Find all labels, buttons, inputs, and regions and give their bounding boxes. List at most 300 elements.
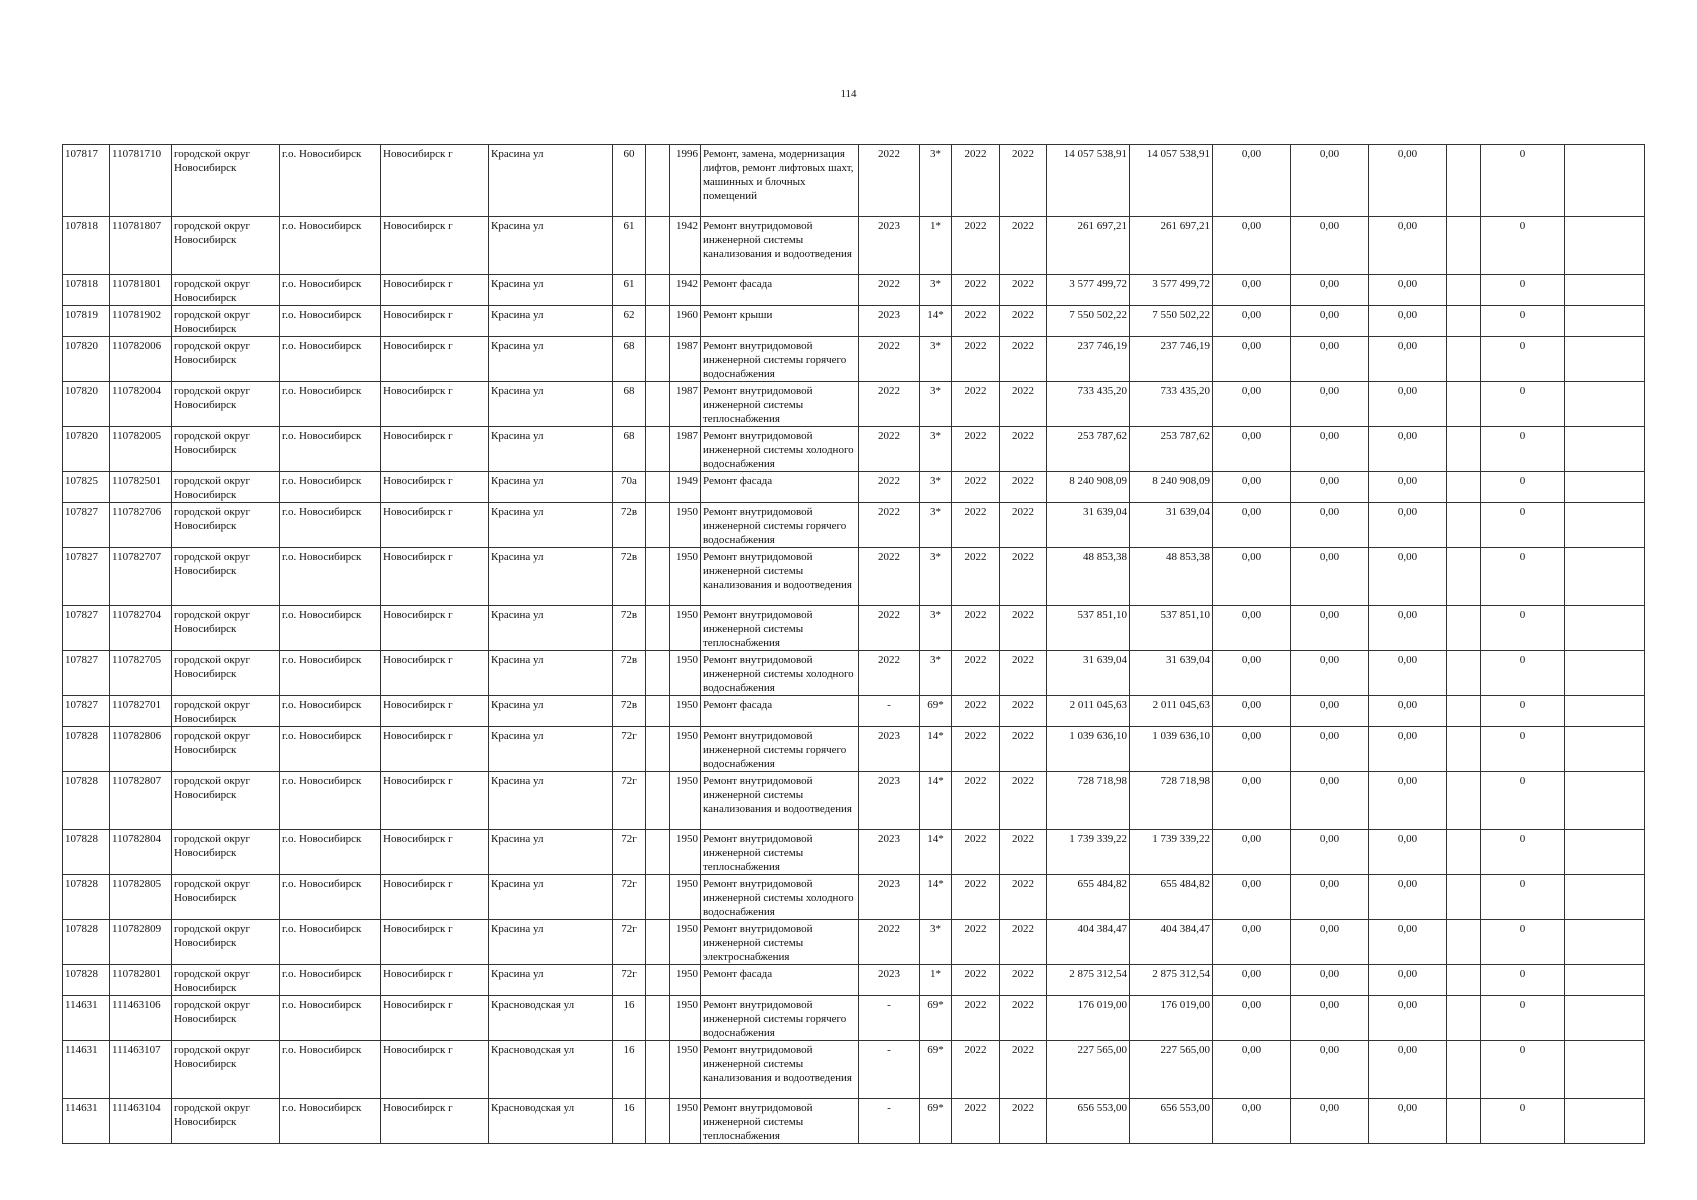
cell-house-id: 107827 bbox=[63, 606, 110, 651]
cell-house-number: 70а bbox=[613, 472, 646, 503]
cell-work-type: Ремонт внутридомовой инженерной системы теплоснабжения bbox=[701, 606, 859, 651]
cell-work-id: 110782804 bbox=[110, 830, 172, 875]
cell-city: Новосибирск г bbox=[381, 217, 489, 275]
table-row bbox=[63, 651, 1645, 696]
cell-city: Новосибирск г bbox=[381, 920, 489, 965]
cell-extra bbox=[1447, 145, 1481, 217]
cell-local-funds: 0,00 bbox=[1369, 337, 1447, 382]
cell-note bbox=[1565, 427, 1645, 472]
cell-municipality: городской округ Новосибирск bbox=[172, 830, 280, 875]
cell-regional-funds: 0,00 bbox=[1291, 382, 1369, 427]
cell-work-id: 110782801 bbox=[110, 965, 172, 996]
cell-year-built: 1950 bbox=[670, 1041, 701, 1099]
cell-work-id: 110782807 bbox=[110, 772, 172, 830]
cell-fund-cost: 8 240 908,09 bbox=[1130, 472, 1213, 503]
cell-total-cost: 2 011 045,63 bbox=[1047, 696, 1130, 727]
cell-settlement: г.о. Новосибирск bbox=[280, 1099, 381, 1144]
cell-category: 14* bbox=[920, 306, 952, 337]
cell-street: Красина ул bbox=[489, 606, 613, 651]
cell-municipality: городской округ Новосибирск bbox=[172, 306, 280, 337]
cell-building bbox=[646, 145, 670, 217]
cell-local-funds: 0,00 bbox=[1369, 382, 1447, 427]
cell-local-funds: 0,00 bbox=[1369, 965, 1447, 996]
cell-work-type: Ремонт внутридомовой инженерной системы канализования и водоотведения bbox=[701, 772, 859, 830]
cell-building bbox=[646, 830, 670, 875]
cell-extra bbox=[1447, 920, 1481, 965]
cell-owners-funds: 0 bbox=[1481, 145, 1565, 217]
cell-year-built: 1950 bbox=[670, 965, 701, 996]
cell-regional-funds: 0,00 bbox=[1291, 145, 1369, 217]
cell-start-year: 2022 bbox=[952, 996, 1000, 1041]
cell-year-built: 1942 bbox=[670, 275, 701, 306]
cell-building bbox=[646, 306, 670, 337]
cell-fund-cost: 655 484,82 bbox=[1130, 875, 1213, 920]
table-row bbox=[63, 1041, 1645, 1099]
cell-end-year: 2022 bbox=[1000, 337, 1047, 382]
cell-city: Новосибирск г bbox=[381, 472, 489, 503]
cell-planned-year: 2023 bbox=[859, 965, 920, 996]
cell-total-cost: 48 853,38 bbox=[1047, 548, 1130, 606]
cell-category: 3* bbox=[920, 472, 952, 503]
cell-planned-year: 2023 bbox=[859, 306, 920, 337]
cell-planned-year: 2022 bbox=[859, 145, 920, 217]
cell-house-id: 114631 bbox=[63, 1099, 110, 1144]
cell-federal-funds: 0,00 bbox=[1213, 1041, 1291, 1099]
cell-street: Красина ул bbox=[489, 830, 613, 875]
cell-house-id: 107817 bbox=[63, 145, 110, 217]
cell-category: 14* bbox=[920, 772, 952, 830]
cell-work-type: Ремонт внутридомовой инженерной системы электроснабжения bbox=[701, 920, 859, 965]
cell-year-built: 1987 bbox=[670, 337, 701, 382]
cell-local-funds: 0,00 bbox=[1369, 606, 1447, 651]
cell-total-cost: 656 553,00 bbox=[1047, 1099, 1130, 1144]
cell-street: Красина ул bbox=[489, 965, 613, 996]
table-row bbox=[63, 503, 1645, 548]
cell-planned-year: 2022 bbox=[859, 548, 920, 606]
cell-municipality: городской округ Новосибирск bbox=[172, 965, 280, 996]
cell-work-type: Ремонт крыши bbox=[701, 306, 859, 337]
cell-federal-funds: 0,00 bbox=[1213, 1099, 1291, 1144]
cell-house-number: 68 bbox=[613, 382, 646, 427]
cell-local-funds: 0,00 bbox=[1369, 275, 1447, 306]
cell-work-id: 110782501 bbox=[110, 472, 172, 503]
cell-federal-funds: 0,00 bbox=[1213, 727, 1291, 772]
cell-house-id: 114631 bbox=[63, 1041, 110, 1099]
cell-city: Новосибирск г bbox=[381, 772, 489, 830]
cell-settlement: г.о. Новосибирск bbox=[280, 217, 381, 275]
cell-start-year: 2022 bbox=[952, 503, 1000, 548]
cell-street: Красина ул bbox=[489, 548, 613, 606]
cell-fund-cost: 48 853,38 bbox=[1130, 548, 1213, 606]
cell-house-number: 72г bbox=[613, 830, 646, 875]
cell-end-year: 2022 bbox=[1000, 548, 1047, 606]
cell-building bbox=[646, 548, 670, 606]
cell-local-funds: 0,00 bbox=[1369, 217, 1447, 275]
cell-fund-cost: 1 039 636,10 bbox=[1130, 727, 1213, 772]
cell-work-type: Ремонт внутридомовой инженерной системы холодного водоснабжения bbox=[701, 651, 859, 696]
cell-note bbox=[1565, 1099, 1645, 1144]
cell-house-id: 107828 bbox=[63, 920, 110, 965]
cell-end-year: 2022 bbox=[1000, 427, 1047, 472]
cell-building bbox=[646, 337, 670, 382]
cell-start-year: 2022 bbox=[952, 548, 1000, 606]
cell-regional-funds: 0,00 bbox=[1291, 920, 1369, 965]
cell-category: 3* bbox=[920, 427, 952, 472]
cell-start-year: 2022 bbox=[952, 920, 1000, 965]
cell-city: Новосибирск г bbox=[381, 548, 489, 606]
cell-work-id: 110782707 bbox=[110, 548, 172, 606]
cell-house-number: 72в bbox=[613, 548, 646, 606]
cell-category: 3* bbox=[920, 382, 952, 427]
cell-end-year: 2022 bbox=[1000, 875, 1047, 920]
cell-planned-year: 2022 bbox=[859, 920, 920, 965]
cell-note bbox=[1565, 772, 1645, 830]
cell-city: Новосибирск г bbox=[381, 275, 489, 306]
cell-house-id: 107828 bbox=[63, 772, 110, 830]
cell-total-cost: 733 435,20 bbox=[1047, 382, 1130, 427]
cell-extra bbox=[1447, 337, 1481, 382]
cell-planned-year: 2022 bbox=[859, 427, 920, 472]
cell-owners-funds: 0 bbox=[1481, 1041, 1565, 1099]
cell-city: Новосибирск г bbox=[381, 503, 489, 548]
cell-settlement: г.о. Новосибирск bbox=[280, 382, 381, 427]
cell-settlement: г.о. Новосибирск bbox=[280, 275, 381, 306]
cell-municipality: городской округ Новосибирск bbox=[172, 696, 280, 727]
cell-note bbox=[1565, 1041, 1645, 1099]
cell-house-id: 107827 bbox=[63, 696, 110, 727]
cell-note bbox=[1565, 306, 1645, 337]
cell-house-id: 107820 bbox=[63, 427, 110, 472]
cell-work-id: 110782705 bbox=[110, 651, 172, 696]
cell-start-year: 2022 bbox=[952, 696, 1000, 727]
cell-total-cost: 404 384,47 bbox=[1047, 920, 1130, 965]
cell-house-number: 68 bbox=[613, 337, 646, 382]
cell-street: Красина ул bbox=[489, 337, 613, 382]
cell-note bbox=[1565, 382, 1645, 427]
cell-regional-funds: 0,00 bbox=[1291, 651, 1369, 696]
cell-city: Новосибирск г bbox=[381, 306, 489, 337]
cell-fund-cost: 227 565,00 bbox=[1130, 1041, 1213, 1099]
cell-city: Новосибирск г bbox=[381, 606, 489, 651]
cell-planned-year: 2023 bbox=[859, 772, 920, 830]
cell-end-year: 2022 bbox=[1000, 920, 1047, 965]
cell-end-year: 2022 bbox=[1000, 651, 1047, 696]
cell-work-type: Ремонт внутридомовой инженерной системы канализования и водоотведения bbox=[701, 548, 859, 606]
cell-municipality: городской округ Новосибирск bbox=[172, 382, 280, 427]
cell-total-cost: 728 718,98 bbox=[1047, 772, 1130, 830]
page-number: 114 bbox=[840, 88, 857, 100]
cell-work-id: 110782004 bbox=[110, 382, 172, 427]
cell-owners-funds: 0 bbox=[1481, 337, 1565, 382]
cell-building bbox=[646, 472, 670, 503]
cell-category: 3* bbox=[920, 548, 952, 606]
cell-federal-funds: 0,00 bbox=[1213, 337, 1291, 382]
cell-municipality: городской округ Новосибирск bbox=[172, 606, 280, 651]
cell-settlement: г.о. Новосибирск bbox=[280, 830, 381, 875]
cell-fund-cost: 728 718,98 bbox=[1130, 772, 1213, 830]
cell-federal-funds: 0,00 bbox=[1213, 382, 1291, 427]
cell-extra bbox=[1447, 217, 1481, 275]
cell-planned-year: 2023 bbox=[859, 875, 920, 920]
cell-start-year: 2022 bbox=[952, 145, 1000, 217]
cell-municipality: городской округ Новосибирск bbox=[172, 875, 280, 920]
cell-work-type: Ремонт фасада bbox=[701, 275, 859, 306]
cell-category: 69* bbox=[920, 1099, 952, 1144]
cell-fund-cost: 2 011 045,63 bbox=[1130, 696, 1213, 727]
table-row bbox=[63, 306, 1645, 337]
cell-federal-funds: 0,00 bbox=[1213, 651, 1291, 696]
cell-federal-funds: 0,00 bbox=[1213, 548, 1291, 606]
cell-regional-funds: 0,00 bbox=[1291, 965, 1369, 996]
cell-start-year: 2022 bbox=[952, 965, 1000, 996]
cell-year-built: 1950 bbox=[670, 830, 701, 875]
cell-end-year: 2022 bbox=[1000, 503, 1047, 548]
cell-work-id: 110781710 bbox=[110, 145, 172, 217]
cell-planned-year: 2022 bbox=[859, 503, 920, 548]
cell-house-id: 107828 bbox=[63, 727, 110, 772]
cell-note bbox=[1565, 503, 1645, 548]
cell-regional-funds: 0,00 bbox=[1291, 696, 1369, 727]
cell-category: 1* bbox=[920, 965, 952, 996]
cell-building bbox=[646, 1041, 670, 1099]
cell-street: Красина ул bbox=[489, 382, 613, 427]
cell-start-year: 2022 bbox=[952, 772, 1000, 830]
cell-year-built: 1949 bbox=[670, 472, 701, 503]
cell-house-number: 68 bbox=[613, 427, 646, 472]
cell-start-year: 2022 bbox=[952, 1041, 1000, 1099]
cell-category: 3* bbox=[920, 651, 952, 696]
cell-federal-funds: 0,00 bbox=[1213, 696, 1291, 727]
cell-year-built: 1950 bbox=[670, 772, 701, 830]
cell-house-id: 114631 bbox=[63, 996, 110, 1041]
cell-owners-funds: 0 bbox=[1481, 548, 1565, 606]
cell-total-cost: 227 565,00 bbox=[1047, 1041, 1130, 1099]
cell-settlement: г.о. Новосибирск bbox=[280, 772, 381, 830]
cell-city: Новосибирск г bbox=[381, 382, 489, 427]
cell-extra bbox=[1447, 306, 1481, 337]
cell-work-id: 110781902 bbox=[110, 306, 172, 337]
cell-municipality: городской округ Новосибирск bbox=[172, 651, 280, 696]
cell-start-year: 2022 bbox=[952, 727, 1000, 772]
cell-fund-cost: 404 384,47 bbox=[1130, 920, 1213, 965]
cell-end-year: 2022 bbox=[1000, 275, 1047, 306]
cell-planned-year: 2022 bbox=[859, 337, 920, 382]
cell-work-type: Ремонт внутридомовой инженерной системы теплоснабжения bbox=[701, 382, 859, 427]
cell-start-year: 2022 bbox=[952, 830, 1000, 875]
cell-owners-funds: 0 bbox=[1481, 875, 1565, 920]
cell-extra bbox=[1447, 772, 1481, 830]
cell-category: 69* bbox=[920, 996, 952, 1041]
cell-year-built: 1987 bbox=[670, 427, 701, 472]
cell-fund-cost: 176 019,00 bbox=[1130, 996, 1213, 1041]
cell-owners-funds: 0 bbox=[1481, 472, 1565, 503]
cell-settlement: г.о. Новосибирск bbox=[280, 548, 381, 606]
cell-fund-cost: 1 739 339,22 bbox=[1130, 830, 1213, 875]
cell-year-built: 1950 bbox=[670, 651, 701, 696]
cell-building bbox=[646, 503, 670, 548]
cell-federal-funds: 0,00 bbox=[1213, 503, 1291, 548]
cell-category: 3* bbox=[920, 920, 952, 965]
cell-house-number: 72г bbox=[613, 875, 646, 920]
cell-end-year: 2022 bbox=[1000, 727, 1047, 772]
cell-regional-funds: 0,00 bbox=[1291, 727, 1369, 772]
cell-local-funds: 0,00 bbox=[1369, 875, 1447, 920]
cell-category: 3* bbox=[920, 275, 952, 306]
cell-total-cost: 31 639,04 bbox=[1047, 651, 1130, 696]
cell-street: Красина ул bbox=[489, 306, 613, 337]
cell-extra bbox=[1447, 996, 1481, 1041]
cell-building bbox=[646, 382, 670, 427]
cell-planned-year: 2022 bbox=[859, 382, 920, 427]
cell-municipality: городской округ Новосибирск bbox=[172, 1099, 280, 1144]
table-row bbox=[63, 830, 1645, 875]
cell-total-cost: 237 746,19 bbox=[1047, 337, 1130, 382]
cell-local-funds: 0,00 bbox=[1369, 548, 1447, 606]
cell-work-id: 110782006 bbox=[110, 337, 172, 382]
cell-house-number: 72г bbox=[613, 920, 646, 965]
cell-work-type: Ремонт внутридомовой инженерной системы холодного водоснабжения bbox=[701, 875, 859, 920]
cell-work-id: 110781807 bbox=[110, 217, 172, 275]
cell-start-year: 2022 bbox=[952, 427, 1000, 472]
cell-work-type: Ремонт внутридомовой инженерной системы горячего водоснабжения bbox=[701, 337, 859, 382]
cell-start-year: 2022 bbox=[952, 651, 1000, 696]
cell-planned-year: - bbox=[859, 996, 920, 1041]
cell-house-number: 61 bbox=[613, 275, 646, 306]
cell-building bbox=[646, 427, 670, 472]
cell-planned-year: 2022 bbox=[859, 275, 920, 306]
cell-start-year: 2022 bbox=[952, 337, 1000, 382]
cell-year-built: 1950 bbox=[670, 548, 701, 606]
cell-planned-year: - bbox=[859, 696, 920, 727]
cell-municipality: городской округ Новосибирск bbox=[172, 772, 280, 830]
cell-extra bbox=[1447, 965, 1481, 996]
cell-house-id: 107818 bbox=[63, 275, 110, 306]
cell-year-built: 1950 bbox=[670, 696, 701, 727]
cell-municipality: городской округ Новосибирск bbox=[172, 275, 280, 306]
cell-start-year: 2022 bbox=[952, 1099, 1000, 1144]
cell-building bbox=[646, 651, 670, 696]
cell-work-type: Ремонт фасада bbox=[701, 696, 859, 727]
table-row bbox=[63, 965, 1645, 996]
cell-building bbox=[646, 965, 670, 996]
cell-total-cost: 31 639,04 bbox=[1047, 503, 1130, 548]
cell-local-funds: 0,00 bbox=[1369, 472, 1447, 503]
cell-note bbox=[1565, 548, 1645, 606]
cell-house-id: 107828 bbox=[63, 830, 110, 875]
cell-house-id: 107827 bbox=[63, 548, 110, 606]
cell-year-built: 1950 bbox=[670, 996, 701, 1041]
cell-city: Новосибирск г bbox=[381, 145, 489, 217]
cell-owners-funds: 0 bbox=[1481, 306, 1565, 337]
cell-house-id: 107820 bbox=[63, 382, 110, 427]
cell-end-year: 2022 bbox=[1000, 965, 1047, 996]
cell-settlement: г.о. Новосибирск bbox=[280, 145, 381, 217]
cell-fund-cost: 733 435,20 bbox=[1130, 382, 1213, 427]
cell-federal-funds: 0,00 bbox=[1213, 965, 1291, 996]
cell-street: Красноводская ул bbox=[489, 996, 613, 1041]
cell-end-year: 2022 bbox=[1000, 472, 1047, 503]
cell-category: 1* bbox=[920, 217, 952, 275]
cell-city: Новосибирск г bbox=[381, 1099, 489, 1144]
cell-extra bbox=[1447, 472, 1481, 503]
cell-building bbox=[646, 920, 670, 965]
cell-extra bbox=[1447, 1041, 1481, 1099]
cell-year-built: 1950 bbox=[670, 727, 701, 772]
cell-street: Красина ул bbox=[489, 275, 613, 306]
cell-street: Красина ул bbox=[489, 772, 613, 830]
table-row bbox=[63, 382, 1645, 427]
cell-year-built: 1987 bbox=[670, 382, 701, 427]
cell-extra bbox=[1447, 830, 1481, 875]
cell-owners-funds: 0 bbox=[1481, 427, 1565, 472]
cell-total-cost: 655 484,82 bbox=[1047, 875, 1130, 920]
cell-house-number: 72в bbox=[613, 503, 646, 548]
cell-municipality: городской округ Новосибирск bbox=[172, 145, 280, 217]
table-row bbox=[63, 337, 1645, 382]
cell-end-year: 2022 bbox=[1000, 1099, 1047, 1144]
table-row bbox=[63, 875, 1645, 920]
cell-fund-cost: 31 639,04 bbox=[1130, 651, 1213, 696]
cell-street: Красина ул bbox=[489, 651, 613, 696]
cell-municipality: городской округ Новосибирск bbox=[172, 427, 280, 472]
cell-work-id: 110782701 bbox=[110, 696, 172, 727]
cell-category: 14* bbox=[920, 727, 952, 772]
cell-building bbox=[646, 1099, 670, 1144]
cell-settlement: г.о. Новосибирск bbox=[280, 472, 381, 503]
cell-municipality: городской округ Новосибирск bbox=[172, 337, 280, 382]
cell-planned-year: 2022 bbox=[859, 472, 920, 503]
cell-federal-funds: 0,00 bbox=[1213, 427, 1291, 472]
cell-fund-cost: 31 639,04 bbox=[1130, 503, 1213, 548]
cell-extra bbox=[1447, 275, 1481, 306]
cell-federal-funds: 0,00 bbox=[1213, 875, 1291, 920]
cell-house-id: 107820 bbox=[63, 337, 110, 382]
cell-federal-funds: 0,00 bbox=[1213, 830, 1291, 875]
repair-program-table bbox=[62, 144, 1645, 1144]
cell-local-funds: 0,00 bbox=[1369, 1099, 1447, 1144]
cell-owners-funds: 0 bbox=[1481, 651, 1565, 696]
cell-local-funds: 0,00 bbox=[1369, 920, 1447, 965]
cell-municipality: городской округ Новосибирск bbox=[172, 503, 280, 548]
cell-note bbox=[1565, 651, 1645, 696]
cell-note bbox=[1565, 727, 1645, 772]
cell-extra bbox=[1447, 548, 1481, 606]
cell-note bbox=[1565, 920, 1645, 965]
cell-building bbox=[646, 275, 670, 306]
cell-house-id: 107818 bbox=[63, 217, 110, 275]
cell-work-type: Ремонт внутридомовой инженерной системы канализования и водоотведения bbox=[701, 1041, 859, 1099]
cell-total-cost: 1 739 339,22 bbox=[1047, 830, 1130, 875]
cell-planned-year: 2023 bbox=[859, 830, 920, 875]
table-row bbox=[63, 920, 1645, 965]
cell-owners-funds: 0 bbox=[1481, 965, 1565, 996]
cell-total-cost: 2 875 312,54 bbox=[1047, 965, 1130, 996]
cell-end-year: 2022 bbox=[1000, 382, 1047, 427]
cell-regional-funds: 0,00 bbox=[1291, 548, 1369, 606]
cell-category: 69* bbox=[920, 696, 952, 727]
cell-category: 3* bbox=[920, 606, 952, 651]
cell-settlement: г.о. Новосибирск bbox=[280, 696, 381, 727]
cell-work-type: Ремонт внутридомовой инженерной системы горячего водоснабжения bbox=[701, 996, 859, 1041]
cell-house-number: 72в bbox=[613, 606, 646, 651]
cell-end-year: 2022 bbox=[1000, 217, 1047, 275]
table-row bbox=[63, 772, 1645, 830]
cell-total-cost: 7 550 502,22 bbox=[1047, 306, 1130, 337]
cell-year-built: 1950 bbox=[670, 503, 701, 548]
cell-planned-year: - bbox=[859, 1041, 920, 1099]
cell-federal-funds: 0,00 bbox=[1213, 920, 1291, 965]
cell-settlement: г.о. Новосибирск bbox=[280, 1041, 381, 1099]
